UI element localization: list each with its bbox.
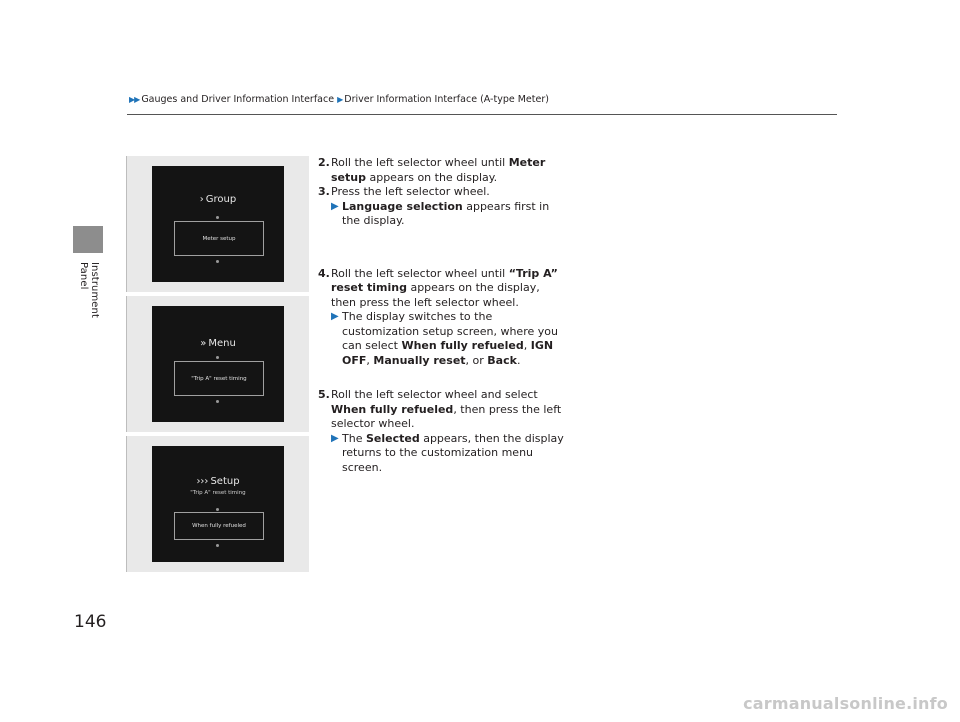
step-4: 4. Roll the left selector wheel until “Trip A” reset timing appears on the display, then press the left selector wheel. ▶ The display switches to the customization setup screen, where you can select When fully refueled, IGN OFF, Manually reset, or Back. <box>318 267 568 369</box>
display-menu-item: "Trip A" reset timing <box>174 361 264 396</box>
double-chevron-right-icon: » <box>200 338 207 349</box>
display-title: › Group <box>199 194 237 205</box>
display-illustration-setup <box>126 436 309 572</box>
step-3-result: ▶ Language selection appears first in the display. <box>331 199 550 227</box>
display-illustration-group <box>126 156 309 292</box>
triple-chevron-right-icon: ››› <box>196 476 209 487</box>
result-arrow-icon: ▶ <box>331 311 339 322</box>
section-tab <box>73 226 103 253</box>
instruction-steps <box>318 156 568 475</box>
header-divider <box>127 114 837 115</box>
step-3: 3. Press the left selector wheel. ▶ Language selection appears first in the display. <box>318 185 568 229</box>
breadcrumb-arrow-icon: ▶ <box>337 95 343 104</box>
display-title: » Menu <box>200 338 236 349</box>
watermark: carmanualsonline.info <box>743 694 948 713</box>
scroll-dot-icon <box>216 400 219 403</box>
breadcrumb-item-gauges[interactable]: Gauges and Driver Information Interface <box>141 94 335 105</box>
breadcrumb-item-driver-interface[interactable]: Driver Information Interface (A-type Meter) <box>344 94 549 105</box>
page-number: 146 <box>74 612 107 632</box>
meter-display <box>152 446 284 562</box>
scroll-dot-icon <box>216 216 219 219</box>
step-5: 5. Roll the left selector wheel and select When fully refueled, then press the left selector wheel. ▶ The Selected appears, then the display returns to the customization menu screen. <box>318 388 568 475</box>
meter-display <box>152 166 284 282</box>
breadcrumb <box>129 94 549 105</box>
display-illustration-menu <box>126 296 309 432</box>
breadcrumb-arrow-icon: ▶▶ <box>129 95 140 104</box>
result-arrow-icon: ▶ <box>331 200 339 212</box>
step-4-result: ▶ The display switches to the customization setup screen, where you can select When fully refueled, IGN OFF, Manually reset, or Back. <box>331 310 558 367</box>
section-label: Instrument Panel <box>78 262 100 319</box>
display-subtitle: "Trip A" reset timing <box>190 490 246 496</box>
scroll-dot-icon <box>216 544 219 547</box>
scroll-dot-icon <box>216 260 219 263</box>
scroll-dot-icon <box>216 508 219 511</box>
display-menu-item: Meter setup <box>174 221 264 256</box>
display-title: ››› Setup <box>196 476 240 487</box>
chevron-right-icon: › <box>199 194 204 205</box>
scroll-dot-icon <box>216 356 219 359</box>
meter-display <box>152 306 284 422</box>
display-menu-item: When fully refueled <box>174 512 264 540</box>
step-5-result: ▶ The Selected appears, then the display returns to the customization menu screen. <box>331 431 564 474</box>
result-arrow-icon: ▶ <box>331 432 339 444</box>
step-2: 2. Roll the left selector wheel until Meter setup appears on the display. <box>318 156 546 184</box>
